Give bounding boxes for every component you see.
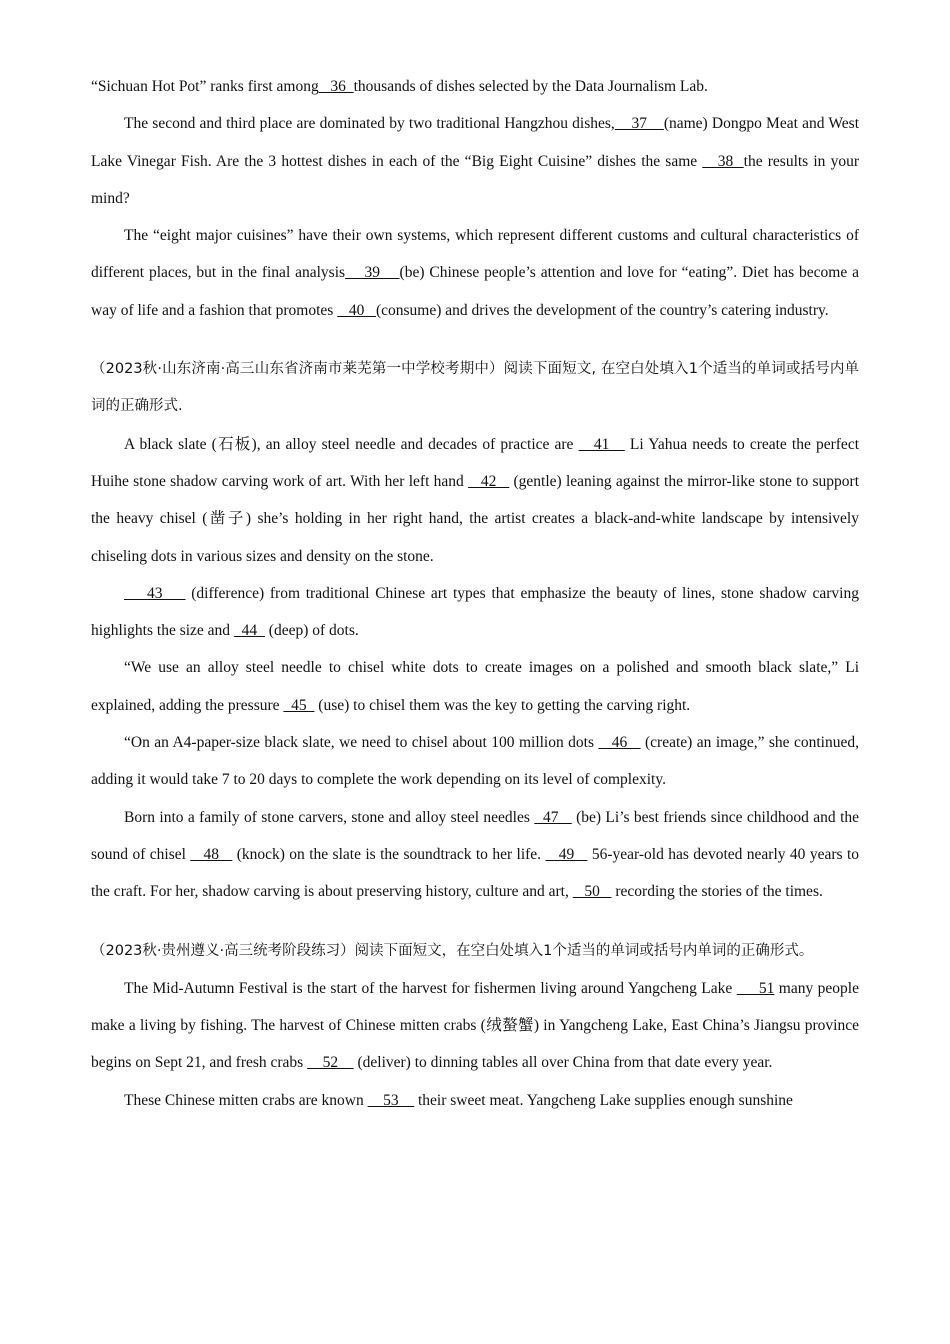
blank-46[interactable]: 46 xyxy=(598,734,641,752)
blank-50[interactable]: 50 xyxy=(572,883,612,901)
blank-40[interactable]: 40 xyxy=(337,301,376,319)
blank-39[interactable]: 39 xyxy=(345,264,400,282)
paragraph: These Chinese mitten crabs are known 53 their sweet meat. Yangcheng Lake supplies enough sunshine xyxy=(124,1091,793,1109)
blank-44[interactable]: 44 xyxy=(233,622,265,640)
paragraph: “Sichuan Hot Pot” ranks first among 36 thousands of dishes selected by the Data Journalism Lab. xyxy=(91,78,708,95)
blank-52[interactable]: 52 xyxy=(307,1054,354,1072)
paragraph: The second and third place are dominated by two traditional Hangzhou dishes, 37 (name) Dongpo Meat and West Lake Vinegar Fish. Are the 3 hottest dishes in each of the “Big Eight Cuisine” dishes the same 38 the results in your mind? xyxy=(91,115,860,207)
paragraph: “On an A4-paper-size black slate, we need to chisel about 100 million dots 46 (create) an image,” she continued, adding it would take 7 to 20 days to complete the work depending on its level of complexity. xyxy=(91,734,859,789)
blank-49[interactable]: 49 xyxy=(545,845,588,863)
blank-42[interactable]: 42 xyxy=(468,472,510,490)
paragraph: Born into a family of stone carvers, stone and alloy steel needles 47 (be) Li’s best friends since childhood and the sound of chisel 48 (knock) on the slate is the soundtrack to her life. 49 56-year-old has devoted nearly 40 years to the craft. For her, shadow carving is about preserving history, culture and art, 50 recording the stories of the times. xyxy=(91,808,859,901)
section-heading: （2023秋·山东济南·高三山东省济南市莱芜第一中学校考期中）阅读下面短文, 在空白处填入1个适当的单词或括号内单词的正确形式. xyxy=(91,361,859,415)
paragraph: The Mid-Autumn Festival is the start of the harvest for fishermen living around Yangcheng Lake 51 many people make a living by fishing. The harvest of Chinese mitten crabs (绒螯蟹) in Yangcheng Lake, East China’s Jiangsu province begins on Sept 21, and fresh crabs 52 (deliver) to dinning tables all over China from that date every year. xyxy=(91,979,859,1072)
blank-36[interactable]: 36 xyxy=(318,78,354,95)
paragraph: A black slate (石板), an alloy steel needle and decades of practice are 41 Li Yahua needs to create the perfect Huihe stone shadow carving work of art. With her left hand 42 (gentle) leaning against the mirror-like stone to support the heavy chisel (凿子) she’s holding in her right hand, the artist creates a black-and-white landscape by intensively chiseling dots in various sizes and density on the stone. xyxy=(91,435,860,565)
section-heading: （2023秋·贵州遵义·高三统考阶段练习）阅读下面短文，在空白处填入1个适当的单词或括号内单词的正确形式。 xyxy=(91,942,814,959)
blank-48[interactable]: 48 xyxy=(190,845,233,863)
blank-53[interactable]: 53 xyxy=(367,1091,415,1109)
blank-37[interactable]: 37 xyxy=(614,115,664,133)
blank-47[interactable]: 47 xyxy=(534,808,572,826)
blank-41[interactable]: 41 xyxy=(578,435,625,453)
passage-stone-carving xyxy=(91,351,859,910)
paragraph: The “eight major cuisines” have their own systems, which represent different customs and cultural characteristics of different places, but in the final analysis 39 (be) Chinese people’s attention and love for “eating”. Diet has become a way of life and a fashion that promotes 40 (consume) and drives the development of the country’s catering industry. xyxy=(91,227,859,319)
paragraph: “We use an alloy steel needle to chisel white dots to create images on a polished and smooth black slate,” Li explained, adding the pressure 45 (use) to chisel them was the key to getting the carving right. xyxy=(91,659,859,714)
passage-hotpot xyxy=(91,68,859,329)
passage-mitten-crabs xyxy=(91,933,859,1119)
blank-43[interactable]: 43 xyxy=(124,584,186,602)
blank-45[interactable]: 45 xyxy=(283,696,315,714)
blank-38[interactable]: 38 xyxy=(702,152,744,170)
paragraph: 43 (difference) from traditional Chinese art types that emphasize the beauty of lines, stone shadow carving highlights the size and 44 (deep) of dots. xyxy=(91,584,859,640)
blank-51[interactable]: 51 xyxy=(736,979,775,997)
